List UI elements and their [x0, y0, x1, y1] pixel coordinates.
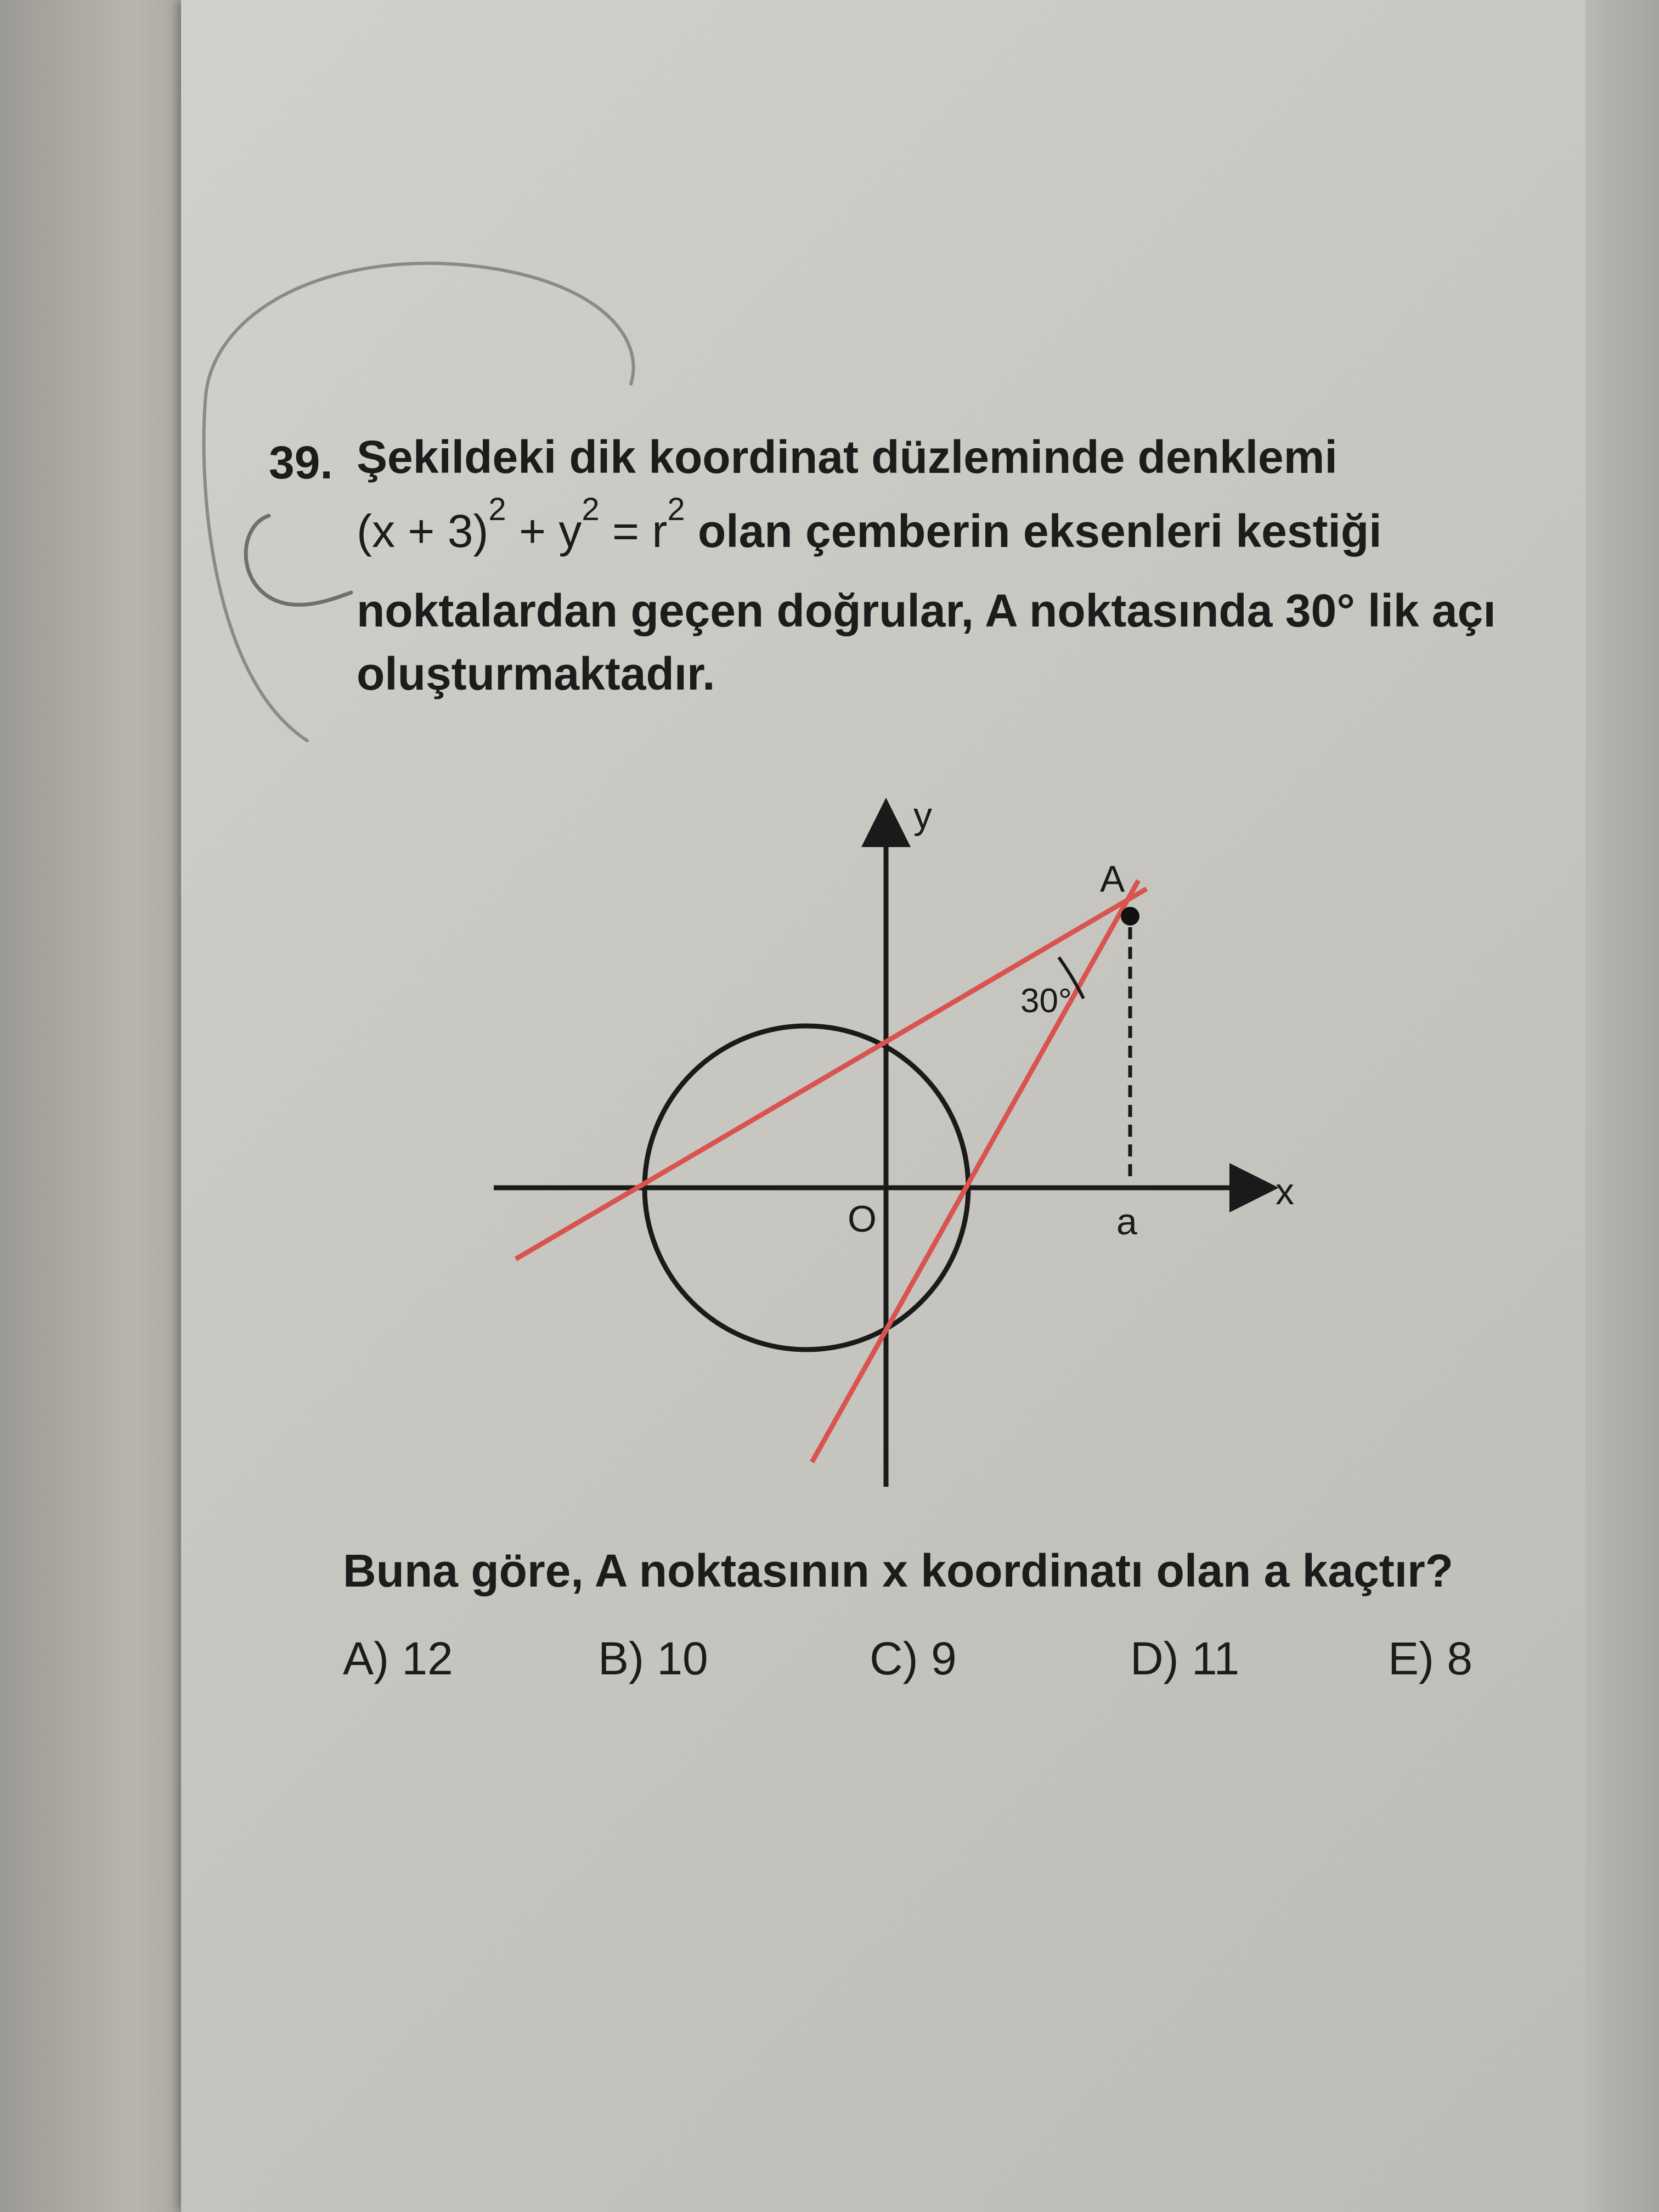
option-d[interactable]: D) 11: [1130, 1633, 1240, 1684]
y-axis-label: y: [913, 795, 932, 837]
option-b[interactable]: B) 10: [598, 1633, 708, 1684]
equation-exponent-1: 2: [488, 492, 506, 527]
equation-plus-y: + y: [506, 505, 582, 557]
angle-label: 30°: [1020, 982, 1072, 1020]
equation-exponent-2: 2: [582, 492, 600, 527]
equation-equals-r: = r: [599, 505, 668, 557]
option-e[interactable]: E) 8: [1388, 1633, 1473, 1684]
option-c[interactable]: C) 9: [870, 1633, 957, 1684]
equation-rest: olan çemberin eksenleri kestiği: [685, 505, 1382, 557]
equation-exponent-3: 2: [667, 492, 685, 527]
point-a: [1121, 907, 1139, 926]
x-axis-label: x: [1276, 1171, 1294, 1212]
line-through-x-intercept: [516, 889, 1147, 1259]
line-through-y-intercept: [812, 881, 1138, 1462]
option-a[interactable]: A) 12: [343, 1633, 453, 1684]
question-text-line-3: noktalardan geçen doğrular, A noktasında 30° lik açı: [357, 585, 1496, 636]
question-text-line-4: oluşturmaktadır.: [357, 648, 715, 699]
origin-label: O: [848, 1198, 877, 1240]
a-coordinate-label: a: [1116, 1201, 1137, 1243]
question-prompt: Buna göre, A noktasının x koordinatı olan a kaçtır?: [343, 1545, 1454, 1596]
question-text-line-1: Şekildeki dik koordinat düzleminde denklemi: [357, 431, 1338, 483]
point-a-label: A: [1100, 858, 1125, 900]
equation-lhs: (x + 3): [357, 505, 489, 557]
question-number: 39.: [269, 437, 333, 488]
